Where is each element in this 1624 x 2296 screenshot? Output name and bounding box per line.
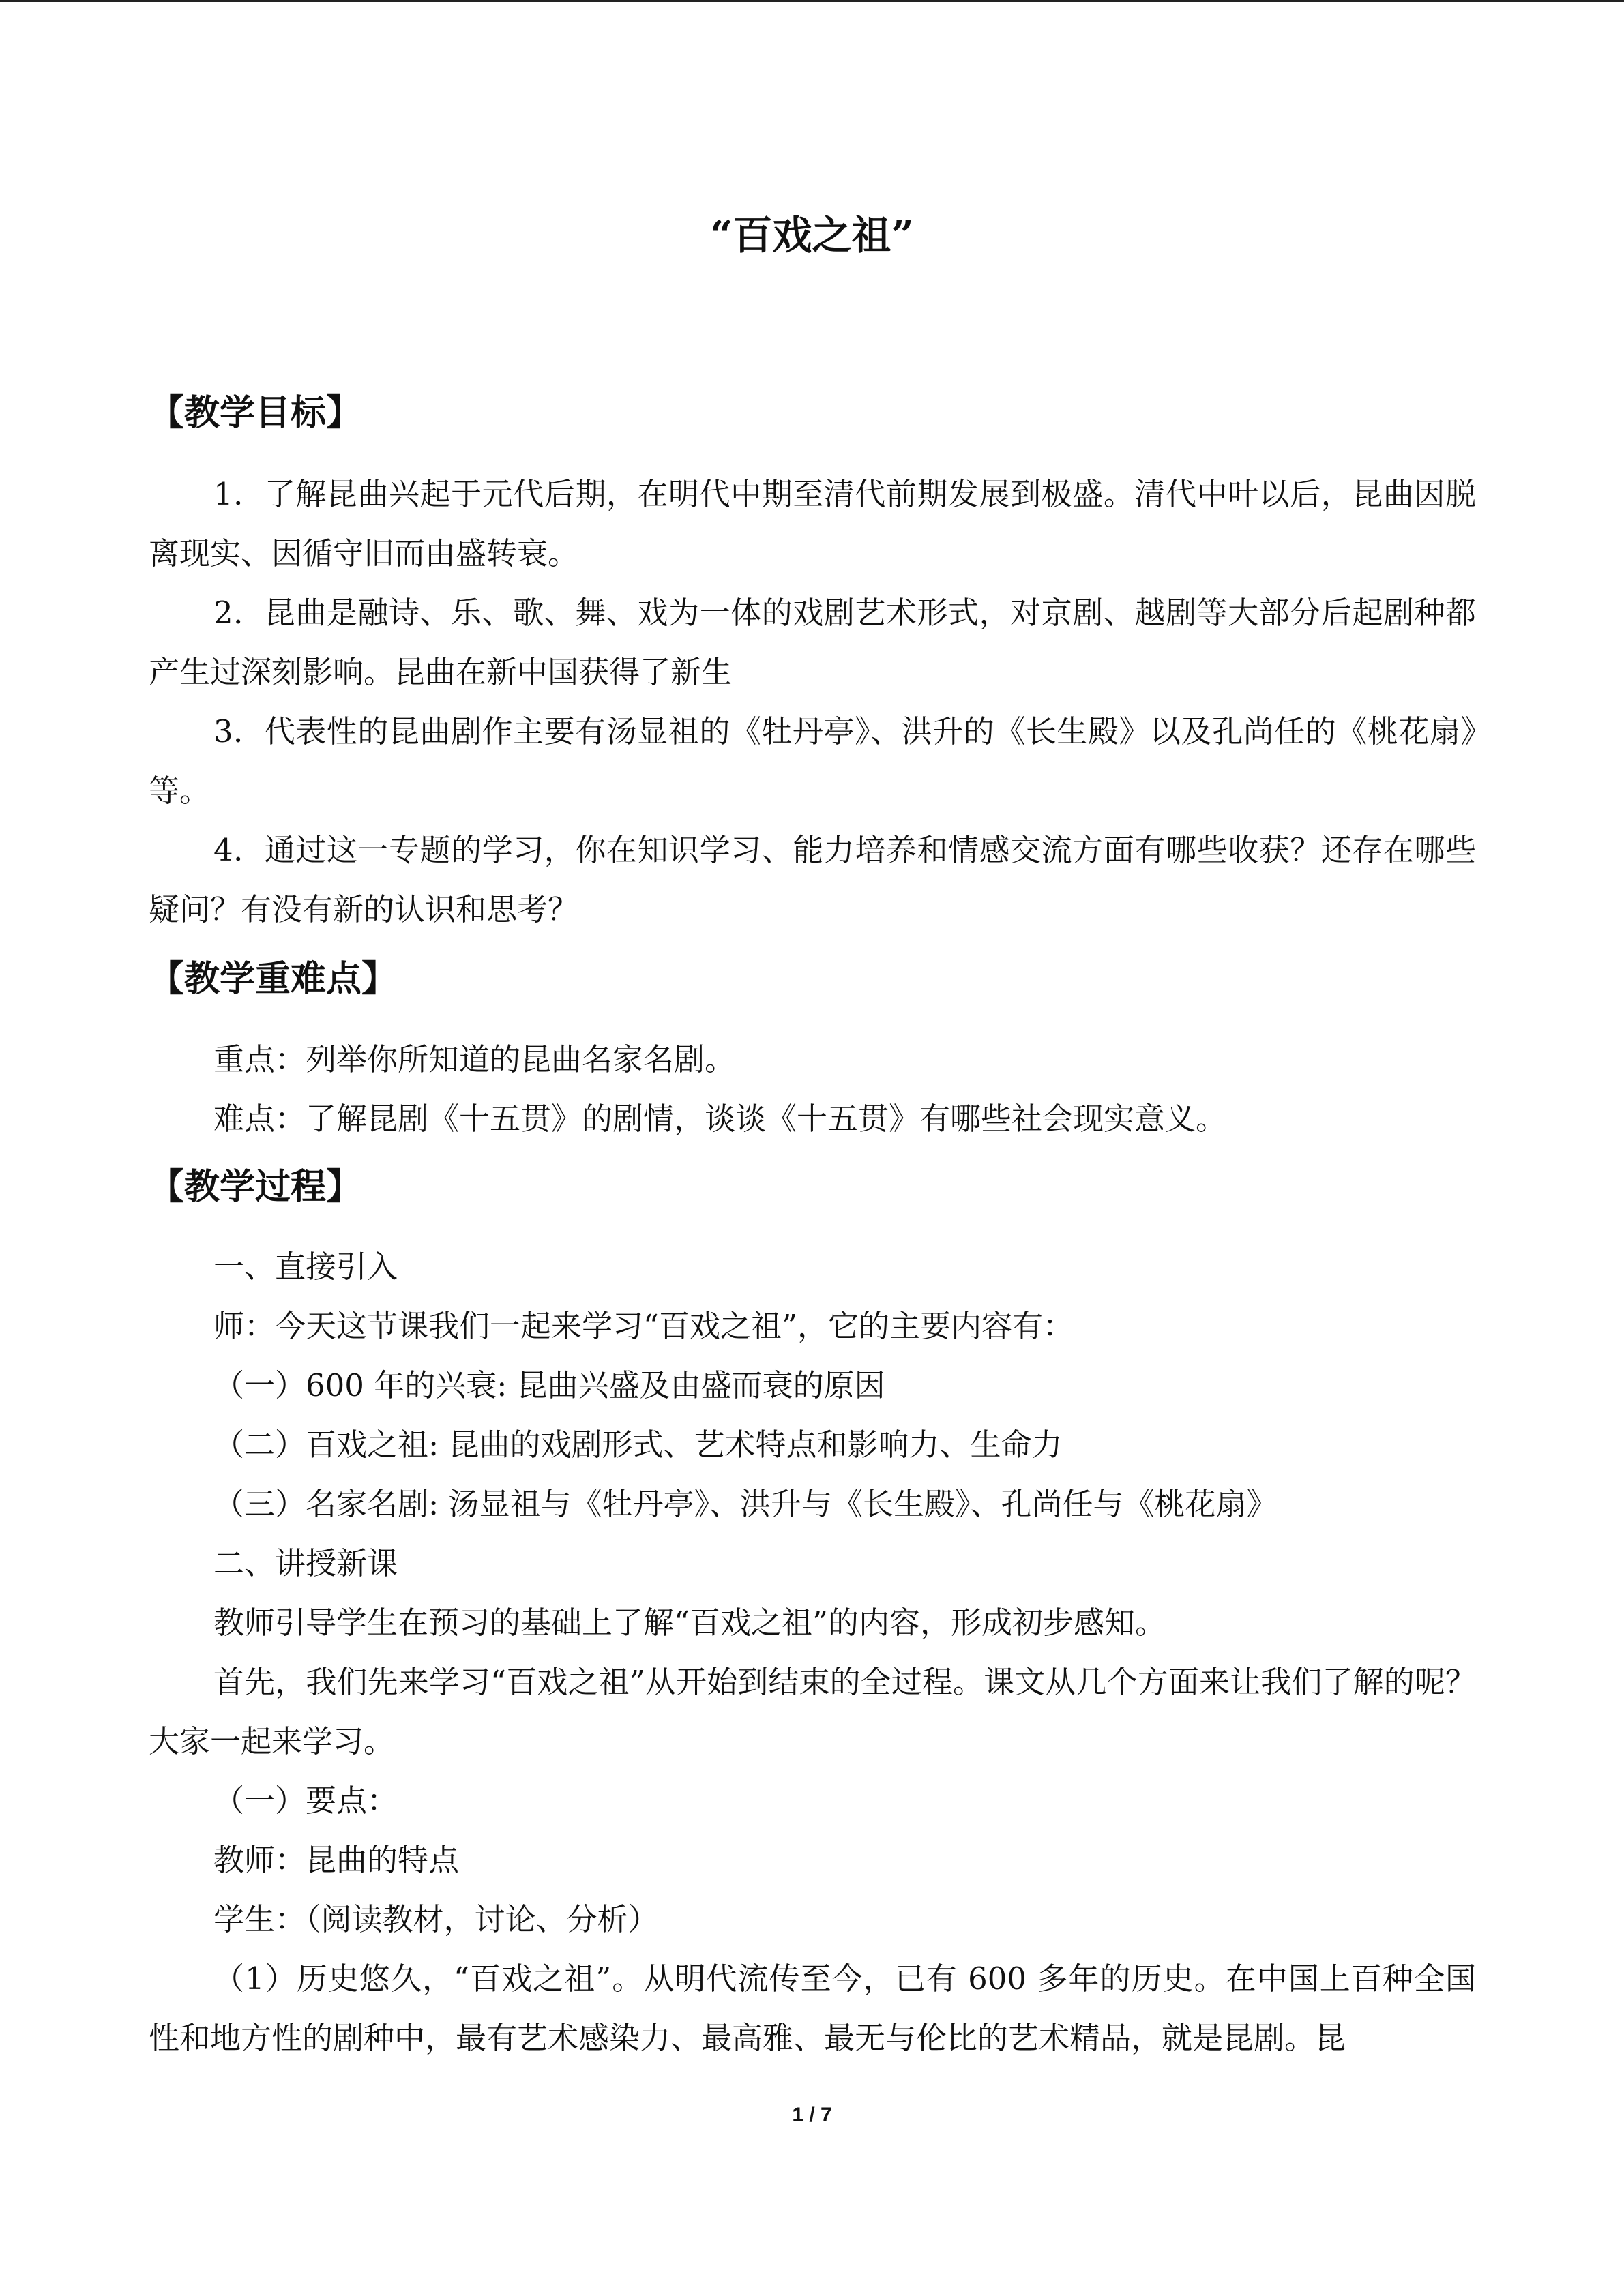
- process-paragraph: （1）历史悠久，“百戏之祖”。从明代流传至今，已有 600 多年的历史。在中国上百种全国性和地方性的剧种中，最有艺术感染力、最高雅、最无与伦比的艺术精品，就是昆剧。昆: [149, 1960, 1476, 2056]
- section-heading-process: 【教学过程】: [149, 1167, 362, 1208]
- process-line: 教师引导学生在预习的基础上了解“百戏之祖”的内容，形成初步感知。: [213, 1605, 1166, 1641]
- goal-item-4: 4．通过这一专题的学习，你在知识学习、能力培养和情感交流方面有哪些收获？还存在哪些疑问？有没有新的认识和思考？: [149, 832, 1476, 927]
- process-line: 师：今天这节课我们一起来学习“百戏之祖”，它的主要内容有：: [213, 1308, 1074, 1344]
- process-line: 学生：（阅读教材，讨论、分析）: [213, 1901, 659, 1937]
- process-line: （二）百戏之祖: 昆曲的戏剧形式、艺术特点和影响力、生命力: [213, 1427, 1063, 1463]
- goal-item-1: 1．了解昆曲兴起于元代后期，在明代中期至清代前期发展到极盛。清代中叶以后，昆曲因脱离现实、因循守旧而由盛转衰。: [149, 476, 1476, 571]
- goal-item-3: 3．代表性的昆曲剧作主要有汤显祖的《牡丹亭》、洪升的《长生殿》以及孔尚任的《桃花扇》等。: [149, 713, 1476, 809]
- section-heading-key-points: 【教学重难点】: [149, 959, 398, 1000]
- process-line: 一、直接引入: [213, 1249, 398, 1285]
- goal-item-2: 2．昆曲是融诗、乐、歌、舞、戏为一体的戏剧艺术形式，对京剧、越剧等大部分后起剧种都产生过深刻影响。昆曲在新中国获得了新生: [149, 595, 1476, 690]
- process-line: 教师：昆曲的特点: [213, 1842, 460, 1878]
- process-line: （三）名家名剧: 汤显祖与《牡丹亭》、洪升与《长生殿》、孔尚任与《桃花扇》: [213, 1486, 1278, 1522]
- key-point: 重点：列举你所知道的昆曲名家名剧。: [213, 1041, 736, 1077]
- process-paragraph: 首先，我们先来学习“百戏之祖”从开始到结束的全过程。课文从几个方面来让我们了解的呢？大家一起来学习。: [149, 1664, 1476, 1759]
- process-line: （一）要点：: [213, 1783, 398, 1819]
- difficult-point: 难点：了解昆剧《十五贯》的剧情，谈谈《十五贯》有哪些社会现实意义。: [213, 1101, 1227, 1137]
- process-line: （一）600 年的兴衰: 昆曲兴盛及由盛而衰的原因: [213, 1367, 885, 1403]
- top-border-line: [0, 0, 1624, 2]
- document-title: “百戏之祖”: [710, 212, 914, 258]
- section-heading-goals: 【教学目标】: [149, 393, 362, 434]
- page-number: 1 / 7: [792, 2104, 832, 2126]
- process-line: 二、讲授新课: [213, 1545, 398, 1581]
